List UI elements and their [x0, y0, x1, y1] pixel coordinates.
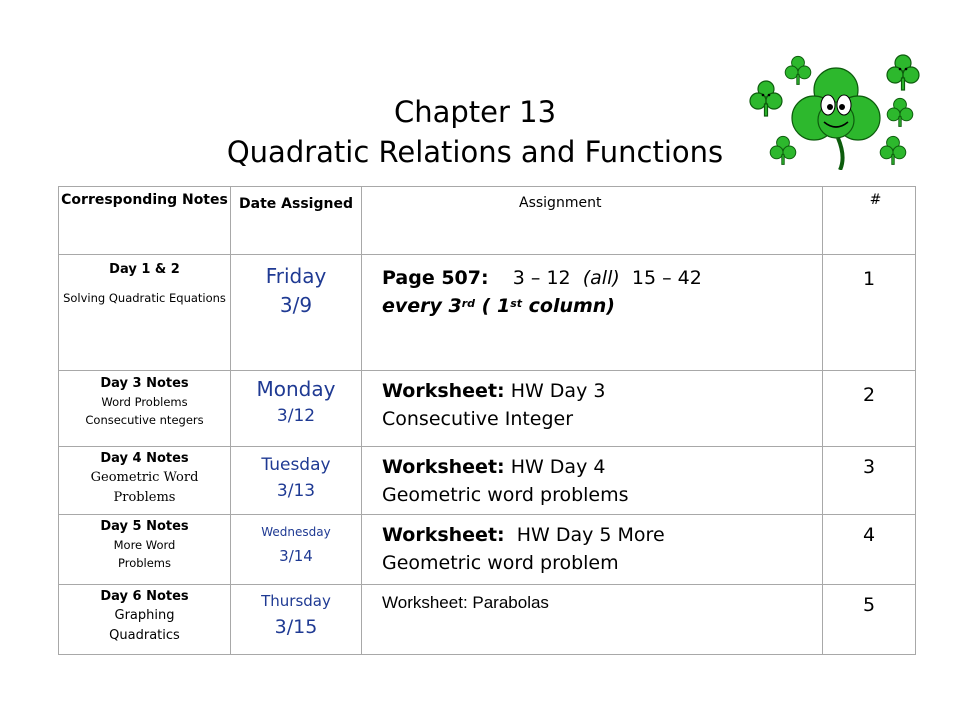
header-date: Date Assigned: [239, 196, 353, 212]
header-notes: Corresponding Notes: [61, 192, 228, 208]
row-date-num: 3/15: [274, 616, 318, 638]
shamrock-clovers-icon: [738, 50, 928, 170]
row-number: 4: [862, 524, 876, 546]
row-topic-line1: Graphing: [114, 608, 175, 623]
assignment-text: HW Day 5 More: [516, 524, 665, 546]
table-row: [59, 447, 916, 515]
assignment-range: 3 – 12: [512, 267, 571, 289]
assignment-text: HW Day 3: [510, 380, 606, 402]
row-date-day: Thursday: [261, 592, 331, 610]
assignment-text: HW Day 4: [510, 456, 606, 478]
row-topic-line1: More Word: [113, 538, 176, 552]
row-assignment: Worksheet: Parabolas: [382, 593, 549, 612]
table-row: [59, 371, 916, 447]
assignment-line2: Geometric word problem: [382, 552, 619, 574]
row-topic-line2: Quadratics: [109, 628, 180, 643]
header-number: #: [869, 192, 882, 208]
row-topic-line1: Geometric Word: [90, 470, 199, 485]
row-number: 2: [862, 384, 876, 406]
assignment-label: Worksheet:: [382, 456, 505, 478]
row-date-day: Tuesday: [261, 455, 331, 475]
table-header-row: [59, 187, 916, 255]
assignment-line2: Geometric word problems: [382, 484, 629, 506]
assignment-label: Worksheet:: [382, 524, 505, 546]
row-topic-line1: Word Problems: [101, 395, 188, 409]
row-number: 3: [862, 456, 876, 478]
row-date-num: 3/9: [279, 293, 313, 317]
row-assignment: [382, 447, 822, 509]
assignment-label: Worksheet:: [382, 380, 505, 402]
row-topic: Solving Quadratic Equations: [63, 291, 226, 305]
row-date-num: 3/14: [279, 547, 313, 565]
row-day: Day 1 & 2: [109, 262, 180, 277]
row-date-day: Wednesday: [261, 525, 331, 539]
row-assignment: [382, 515, 822, 577]
row-day: Day 5 Notes: [100, 519, 189, 534]
row-date-num: 3/13: [276, 481, 316, 501]
row-date-num: 3/12: [276, 406, 316, 426]
row-assignment: [382, 371, 822, 433]
assignment-table: [58, 186, 916, 655]
row-day: Day 6 Notes: [100, 589, 189, 604]
assignment-label: Page 507:: [382, 267, 489, 289]
title-line-1: Chapter 13: [393, 95, 557, 129]
row-date-day: Monday: [256, 377, 336, 401]
table-row: [59, 255, 916, 371]
row-day: Day 4 Notes: [100, 451, 189, 466]
title-line-2: Quadratic Relations and Functions: [226, 135, 724, 169]
row-assignment: [382, 255, 822, 320]
table-row: [59, 515, 916, 585]
row-number: 1: [862, 268, 876, 290]
row-day: Day 3 Notes: [100, 376, 189, 391]
assignment-range-2: 15 – 42: [631, 267, 702, 289]
table-row: [59, 585, 916, 655]
row-topic-line2: Problems: [113, 490, 176, 505]
row-date-day: Friday: [265, 264, 327, 288]
assignment-all: (all): [582, 267, 620, 289]
page-title: [200, 92, 750, 172]
assignment-line2: Consecutive Integer: [382, 408, 574, 430]
row-topic-line2: Consecutive ntegers: [85, 413, 204, 427]
row-topic-line2: Problems: [117, 556, 171, 570]
row-number: 5: [862, 594, 876, 616]
header-assignment: Assignment: [519, 195, 602, 211]
assignment-line2: every 3rd ( 1st column): [382, 295, 615, 317]
